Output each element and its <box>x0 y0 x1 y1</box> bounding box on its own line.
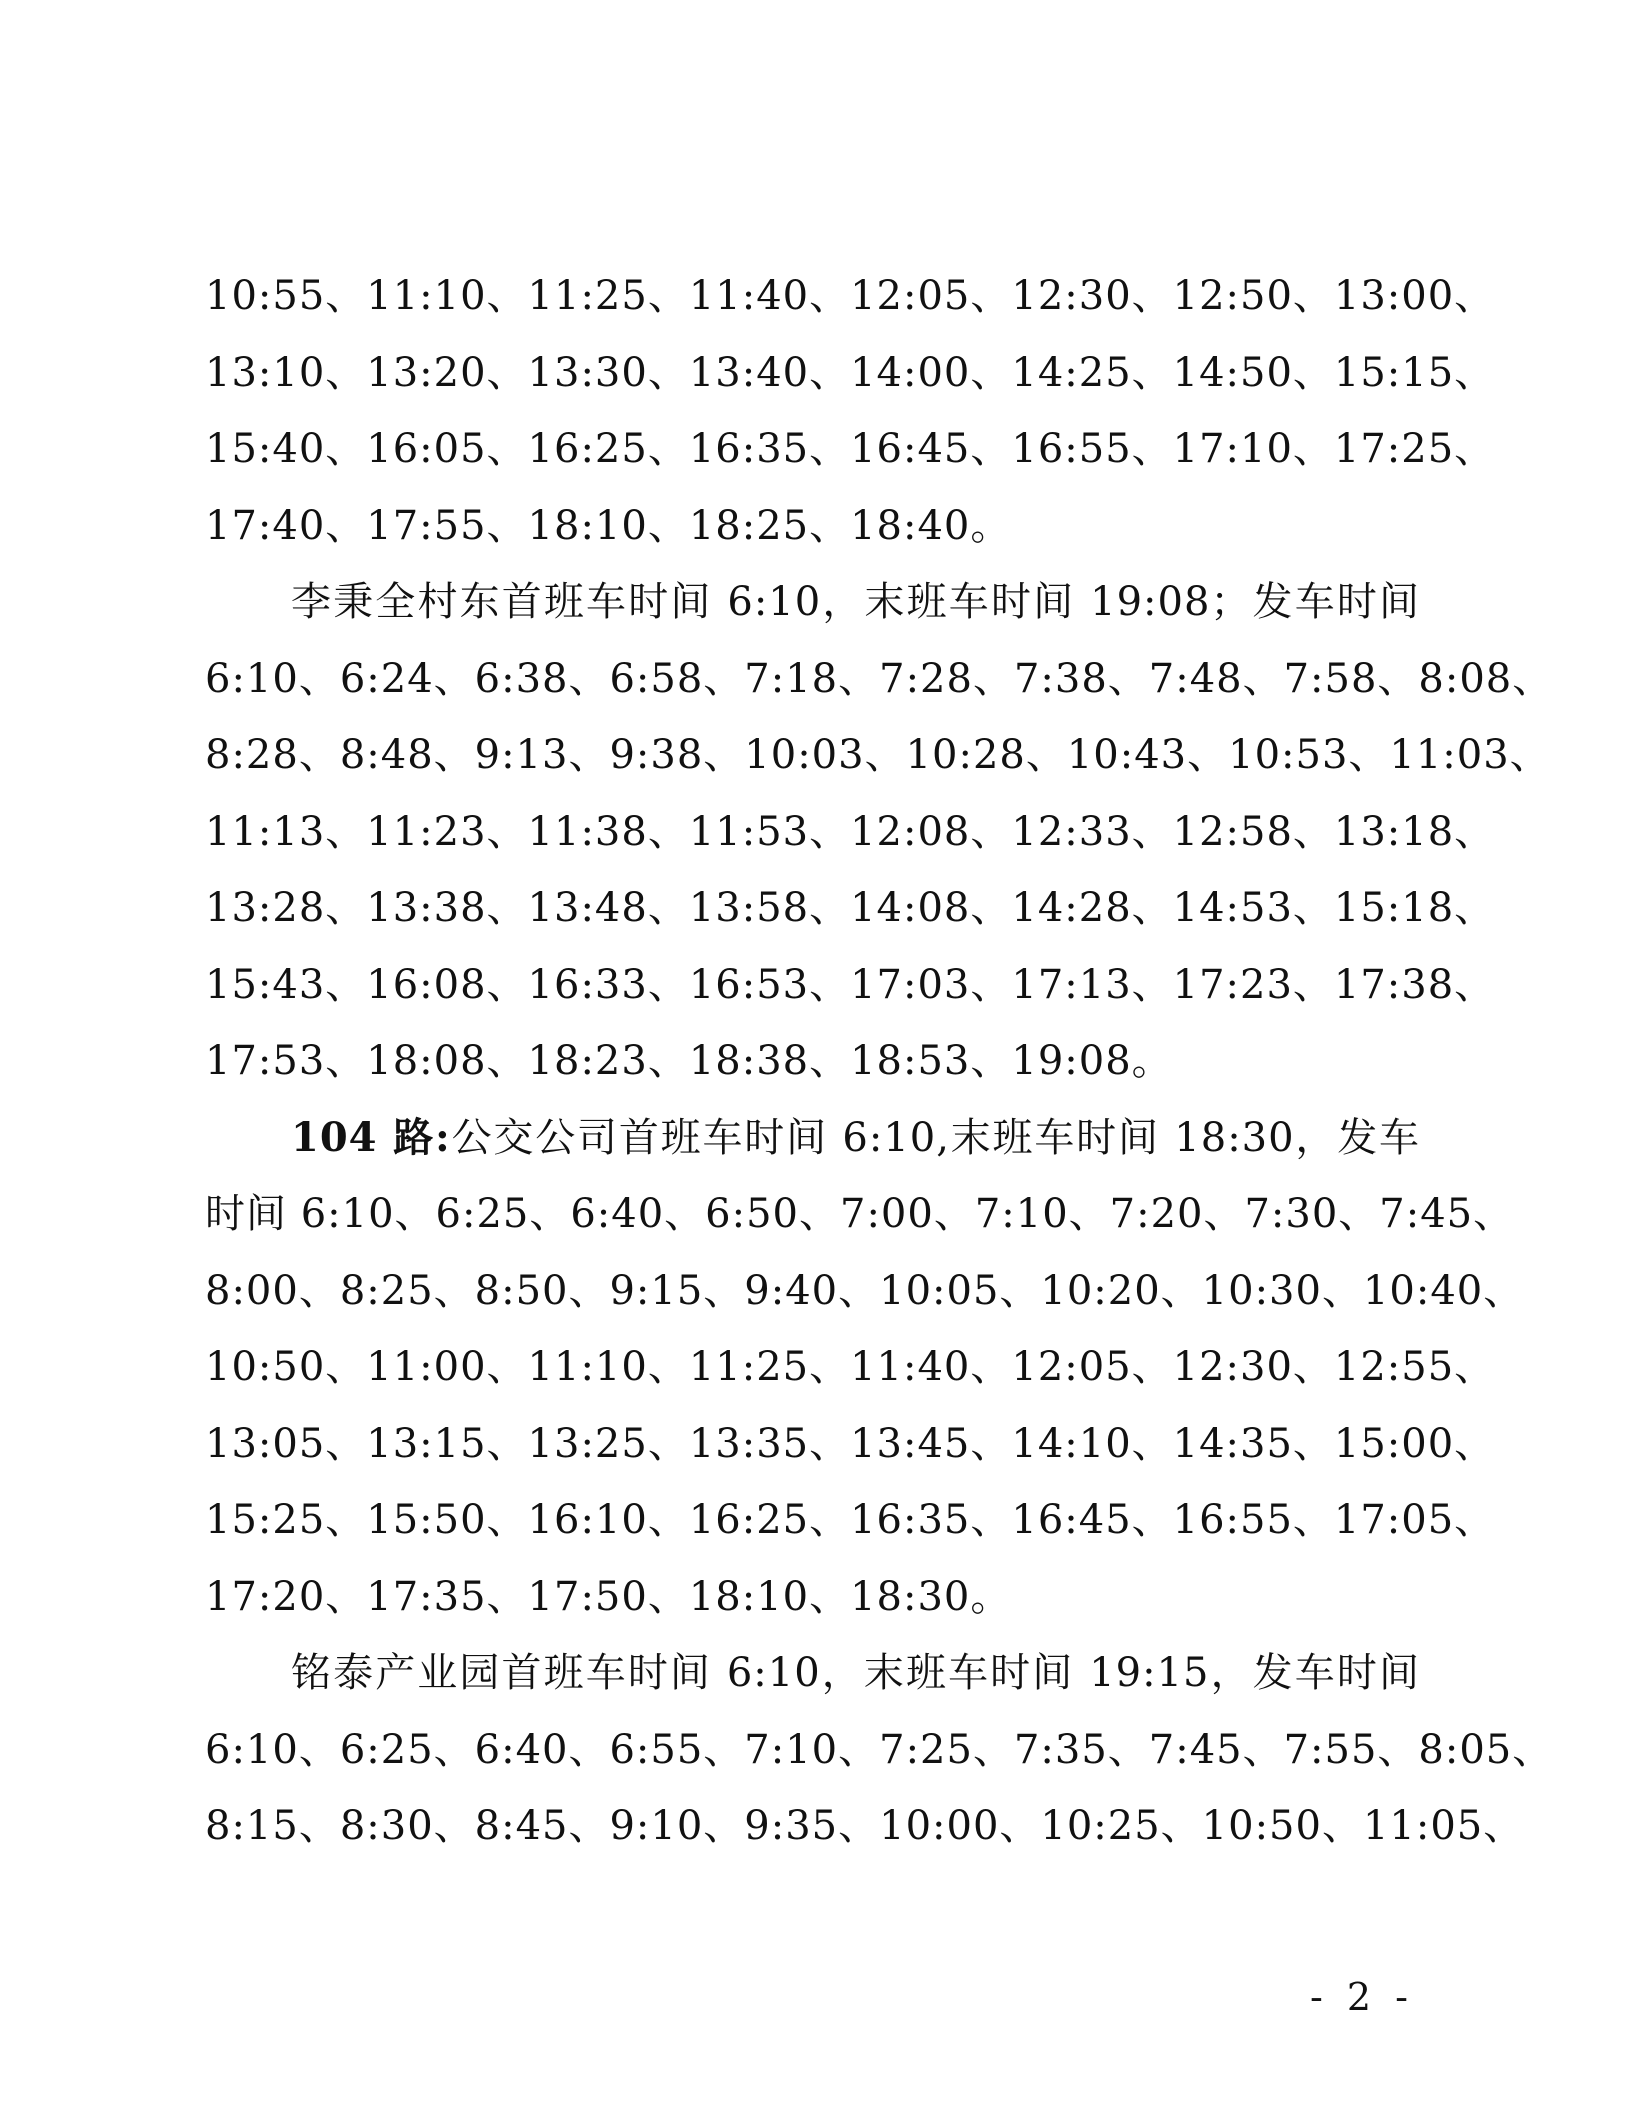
schedule-line: 8:00、8:25、8:50、9:15、9:40、10:05、10:20、10:30、10:40、 <box>205 1267 1525 1314</box>
schedule-line: 17:53、18:08、18:23、18:38、18:53、19:08。 <box>205 1038 1173 1084</box>
schedule-line: 15:25、15:50、16:10、16:25、16:35、16:45、16:55、17:05、 <box>205 1497 1496 1543</box>
schedule-line: 6:10、6:25、6:40、6:55、7:10、7:25、7:35、7:45、7:55、8:05、 <box>205 1726 1554 1773</box>
schedule-line: 10:55、11:10、11:25、11:40、12:05、12:30、12:50、13:00、 <box>205 273 1496 319</box>
route-104-first-line <box>205 1100 1420 1177</box>
schedule-line: 17:40、17:55、18:10、18:25、18:40。 <box>205 502 1012 549</box>
schedule-line: 8:15、8:30、8:45、9:10、9:35、10:00、10:25、10:50、11:05、 <box>205 1803 1525 1849</box>
paragraph-first-line: 李秉全村东首班车时间 6:10，末班车时间 19:08；发车时间 <box>291 579 1420 625</box>
paragraph-first-line: 铭泰产业园首班车时间 6:10，末班车时间 19:15，发车时间 <box>291 1650 1420 1696</box>
route-104-text: 公交公司首班车时间 6:10,末班车时间 18:30，发车 <box>450 1114 1421 1161</box>
schedule-line: 11:13、11:23、11:38、11:53、12:08、12:33、12:58、13:18、 <box>205 808 1496 855</box>
schedule-line: 6:10、6:24、6:38、6:58、7:18、7:28、7:38、7:48、7:58、8:08、 <box>205 655 1554 702</box>
schedule-line: 13:10、13:20、13:30、13:40、14:00、14:25、14:50、15:15、 <box>205 349 1496 396</box>
document-body <box>205 258 1554 1865</box>
page-number: - 2 - <box>1309 1975 1414 2019</box>
schedule-line: 13:28、13:38、13:48、13:58、14:08、14:28、14:53、15:18、 <box>205 885 1496 931</box>
schedule-line: 15:40、16:05、16:25、16:35、16:45、16:55、17:10、17:25、 <box>205 426 1496 472</box>
schedule-line: 8:28、8:48、9:13、9:38、10:03、10:28、10:43、10:53、11:03、 <box>205 732 1551 778</box>
schedule-line: 时间 6:10、6:25、6:40、6:50、7:00、7:10、7:20、7:30、7:45、 <box>205 1191 1515 1237</box>
schedule-line: 17:20、17:35、17:50、18:10、18:30。 <box>205 1573 1012 1620</box>
route-104-heading: 104 路: <box>291 1113 451 1161</box>
schedule-line: 10:50、11:00、11:10、11:25、11:40、12:05、12:30、12:55、 <box>205 1344 1496 1390</box>
schedule-line: 13:05、13:15、13:25、13:35、13:45、14:10、14:35、15:00、 <box>205 1420 1496 1467</box>
schedule-line: 15:43、16:08、16:33、16:53、17:03、17:13、17:23、17:38、 <box>205 961 1496 1008</box>
